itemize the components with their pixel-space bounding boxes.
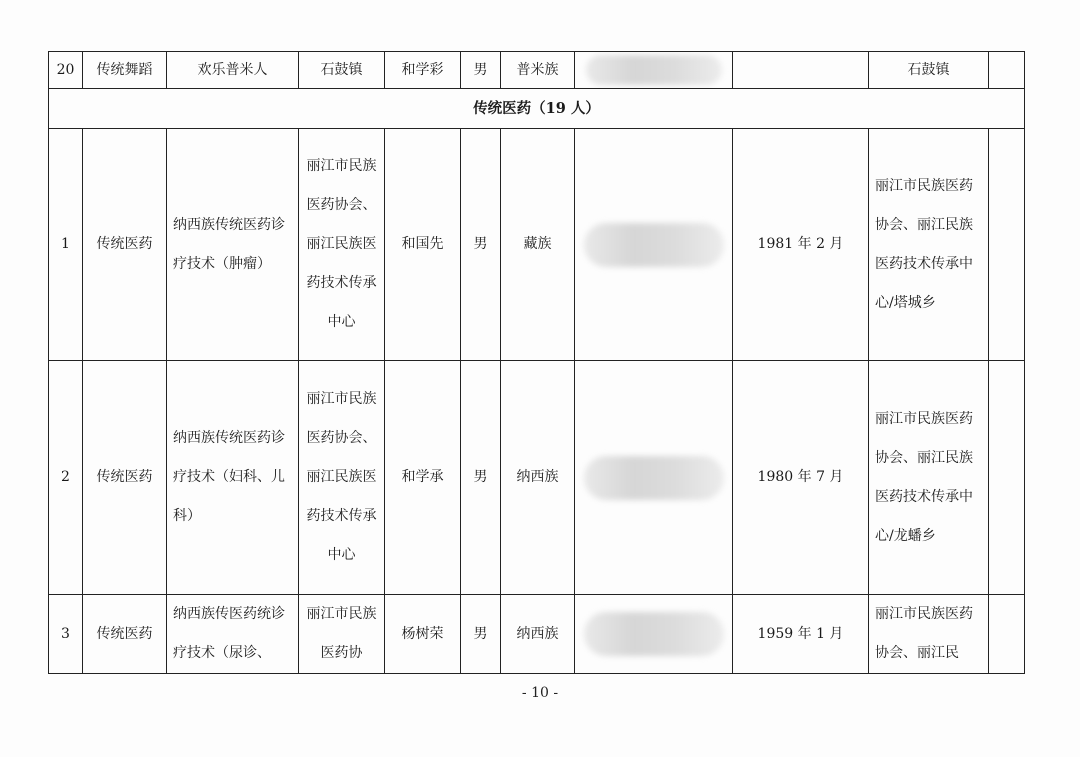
cell-location: 石鼓镇	[869, 52, 989, 89]
cell-ethnicity: 普米族	[501, 52, 575, 89]
cell-remark	[989, 595, 1025, 674]
project-text: 纳西族传医药统诊疗技术（尿诊、	[173, 606, 285, 661]
cell-unit	[299, 361, 385, 595]
cell-remark	[989, 52, 1025, 89]
section-heading-row	[49, 89, 1025, 129]
cell-project: 欢乐普米人	[167, 52, 299, 89]
cell-redacted	[575, 361, 733, 595]
redaction-blur	[584, 456, 724, 500]
table-row	[49, 52, 1025, 89]
cell-name: 杨树荣	[385, 595, 461, 674]
project-text: 纳西族传统医药诊疗技术（肿瘤）	[173, 216, 285, 272]
cell-birth: 1959 年 1 月	[733, 595, 869, 674]
cell-redacted	[575, 129, 733, 361]
cell-gender: 男	[461, 129, 501, 361]
cell-project	[167, 129, 299, 361]
cell-location	[869, 361, 989, 595]
inheritor-table	[48, 51, 1025, 674]
page-number: - 10 -	[521, 685, 559, 701]
cell-birth: 1980 年 7 月	[733, 361, 869, 595]
cell-num: 2	[49, 361, 83, 595]
unit-text: 丽江市民族医药协会、丽江民族医药技术传承中心	[306, 158, 377, 330]
cell-project	[167, 361, 299, 595]
unit-text: 丽江市民族医药协会、丽江民族医药技术传承中心	[306, 391, 377, 563]
cell-category: 传统舞蹈	[83, 52, 167, 89]
cell-redacted	[575, 595, 733, 674]
cell-birth	[733, 52, 869, 89]
cell-gender: 男	[461, 595, 501, 674]
redaction-blur	[584, 612, 724, 656]
cell-num: 3	[49, 595, 83, 674]
cell-ethnicity: 纳西族	[501, 595, 575, 674]
cell-num: 1	[49, 129, 83, 361]
cell-location	[869, 129, 989, 361]
cell-gender: 男	[461, 52, 501, 89]
location-text: 丽江市民族医药协会、丽江民族医药技术传承中心/塔城乡	[875, 177, 973, 311]
cell-category: 传统医药	[83, 129, 167, 361]
cell-name: 和国先	[385, 129, 461, 361]
cell-name: 和学承	[385, 361, 461, 595]
cell-unit	[299, 595, 385, 674]
section-heading: 传统医药（19 人）	[49, 89, 1025, 129]
table-row	[49, 595, 1025, 674]
cell-project	[167, 595, 299, 674]
cell-category: 传统医药	[83, 361, 167, 595]
cell-category: 传统医药	[83, 595, 167, 674]
cell-gender: 男	[461, 361, 501, 595]
cell-num: 20	[49, 52, 83, 89]
cell-unit	[299, 129, 385, 361]
cell-location	[869, 595, 989, 674]
redaction-blur	[584, 223, 724, 267]
location-text: 丽江市民族医药协会、丽江民族医药技术传承中心/龙蟠乡	[875, 410, 973, 544]
unit-text: 丽江市民族医药协	[306, 606, 377, 661]
cell-remark	[989, 129, 1025, 361]
cell-birth: 1981 年 2 月	[733, 129, 869, 361]
cell-ethnicity: 纳西族	[501, 361, 575, 595]
table-row	[49, 361, 1025, 595]
cell-redacted	[575, 52, 733, 89]
cell-remark	[989, 361, 1025, 595]
table-row	[49, 129, 1025, 361]
cell-unit: 石鼓镇	[299, 52, 385, 89]
cell-name: 和学彩	[385, 52, 461, 89]
location-text: 丽江市民族医药协会、丽江民	[875, 606, 973, 661]
redaction-blur	[586, 55, 722, 85]
project-text: 纳西族传统医药诊疗技术（妇科、儿科）	[173, 430, 285, 524]
cell-ethnicity: 藏族	[501, 129, 575, 361]
